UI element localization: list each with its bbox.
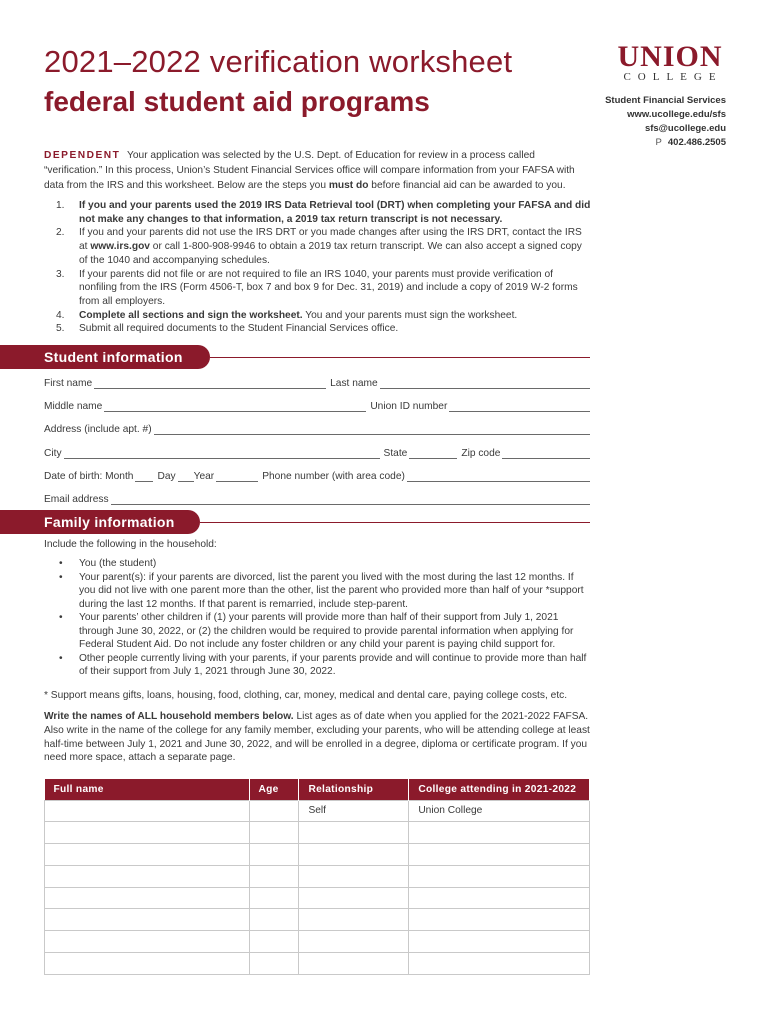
list-item: 2. If you and your parents did not use the IRS DRT or you made changes after using the IRS DRT, contact the IRS at www.irs.gov or call 1-800-908-9946 to obtain a 2019 tax return transcript. We can also accept a signed copy of the 1040 and accompanying schedules. (56, 227, 582, 266)
intro-text-1: Your application was selected by the U.S. Dept. of Education for review in a process called “verification.” In this process, Union’s Student Financial Services office will compare information from your FAFSA with data from the IRS and this worksheet. Below are the steps you (44, 150, 575, 191)
dob-day-label: Day (157, 471, 176, 482)
middle-name-label: Middle name (44, 401, 103, 412)
zip-label: Zip code (461, 448, 501, 459)
table-cell[interactable] (299, 931, 409, 953)
table-row (45, 953, 590, 975)
support-note: * Support means gifts, loans, housing, food, clothing, car, money, medical and dental care, paying college costs, etc. (44, 690, 568, 701)
table-cell[interactable] (45, 822, 250, 844)
list-item: 4. Complete all sections and sign the worksheet. You and your parents must sign the worksheet. (56, 309, 518, 321)
dob-row (44, 466, 590, 482)
first-name-label: First name (44, 378, 93, 389)
union-id-field[interactable] (449, 401, 590, 412)
title-line-1: 2021–2022 verification worksheet (44, 44, 513, 79)
first-name-field[interactable] (94, 378, 326, 389)
table-cell[interactable] (299, 865, 409, 887)
dob-month-field[interactable] (135, 471, 153, 482)
dob-day-field[interactable] (178, 471, 194, 482)
zip-field[interactable] (502, 448, 590, 459)
phone-label: P (655, 137, 662, 148)
table-cell[interactable] (409, 953, 590, 975)
table-cell[interactable] (249, 865, 299, 887)
table-row (45, 800, 590, 822)
table-cell[interactable] (249, 887, 299, 909)
table-cell[interactable] (249, 822, 299, 844)
col-age: Age (249, 779, 299, 800)
table-cell[interactable] (299, 909, 409, 931)
table-cell[interactable] (409, 844, 590, 866)
table-cell[interactable] (409, 909, 590, 931)
list-item: • Your parent(s): if your parents are divorced, list the parent you lived with the most during the last 12 months. If you did not live with one parent more than the other, list the parent who provided more than half of your *support during the last 12 months. If that parent is remarried, include step-parent. (59, 571, 584, 610)
table-cell[interactable] (249, 800, 299, 822)
family-info-banner: Family information (0, 510, 200, 534)
table-cell[interactable]: Union College (409, 800, 590, 822)
table-cell[interactable] (409, 931, 590, 953)
col-relationship: Relationship (299, 779, 409, 800)
write-bold: Write the names of ALL household members below. (44, 711, 294, 722)
table-cell[interactable] (45, 800, 250, 822)
union-id-label: Union ID number (370, 401, 448, 412)
contact-web: www.ucollege.edu/sfs (627, 109, 726, 120)
write-instructions (44, 710, 592, 765)
list-item: 5. Submit all required documents to the Student Financial Services office. (56, 323, 399, 335)
address-field[interactable] (154, 424, 590, 435)
table-cell[interactable] (409, 865, 590, 887)
title-line-2: federal student aid programs (44, 86, 430, 117)
table-cell[interactable] (299, 844, 409, 866)
dob-month-label: Date of birth: Month (44, 471, 134, 482)
household-bullets (44, 557, 592, 679)
table-row (45, 822, 590, 844)
table-row (45, 931, 590, 953)
write-text: List ages as of date when you applied for the 2021-2022 FAFSA. Also write in the name of the college for any family member, excluding your parents, who will be attending college at least half-time between July 1, 2021 and June 30, 2022, and will be enrolled in a degree, diploma or certificate program. If you need more space, attach a separate page. (44, 711, 590, 764)
contact-phone: 402.486.2505 (667, 137, 726, 148)
state-label: State (383, 448, 408, 459)
city-field[interactable] (64, 448, 380, 459)
table-cell[interactable] (45, 887, 250, 909)
table-cell[interactable] (45, 909, 250, 931)
email-field[interactable] (111, 494, 590, 505)
table-cell[interactable] (409, 822, 590, 844)
middle-row (44, 396, 590, 412)
table-cell[interactable] (249, 953, 299, 975)
intro-bold: must do (328, 180, 369, 191)
table-row (45, 865, 590, 887)
phone-number-field[interactable] (407, 471, 590, 482)
list-item: 3. If your parents did not file or are not required to file an IRS 1040, your parents must provide verification of nonfiling from the IRS (Form 4506-T, box 7 and box 9 for Dec. 31, 2019) and include a copy of 2019 W-2 forms from all employers. (56, 268, 578, 307)
table-cell[interactable]: Self (299, 800, 409, 822)
household-intro: Include the following in the household: (44, 539, 217, 550)
city-row (44, 443, 590, 459)
logo-union-text: UNION (617, 40, 723, 73)
table-cell[interactable] (45, 953, 250, 975)
name-row (44, 373, 590, 389)
table-cell[interactable] (45, 865, 250, 887)
list-item: • You (the student) (59, 558, 157, 569)
last-name-label: Last name (330, 378, 378, 389)
address-row (44, 419, 590, 435)
phone-number-label: Phone number (with area code) (262, 471, 405, 482)
contact-email: sfs@ucollege.edu (644, 123, 726, 134)
intro-paragraph (44, 148, 592, 193)
household-table (44, 779, 590, 975)
contact-office: Student Financial Services (605, 95, 726, 106)
table-cell[interactable] (299, 822, 409, 844)
table-cell[interactable] (299, 953, 409, 975)
family-banner-line (200, 522, 590, 523)
logo-college-text: COLLEGE (623, 71, 723, 83)
col-full-name: Full name (45, 779, 250, 800)
union-college-logo (610, 42, 730, 86)
email-row (44, 489, 590, 505)
table-row (45, 844, 590, 866)
intro-text-2: before financial aid can be awarded to you. (368, 180, 566, 191)
table-row (45, 909, 590, 931)
table-row (45, 887, 590, 909)
student-info-banner: Student information (0, 345, 210, 369)
list-item: 1. If you and your parents used the 2019 IRS Data Retrieval tool (DRT) when completing your FAFSA and did not make any changes to that information, a 2019 tax return transcript is not necessary. (56, 200, 591, 225)
middle-name-field[interactable] (104, 401, 366, 412)
state-field[interactable] (409, 448, 457, 459)
dob-year-field[interactable] (216, 471, 258, 482)
col-college: College attending in 2021-2022 (409, 779, 590, 800)
table-cell[interactable] (249, 844, 299, 866)
table-cell[interactable] (249, 931, 299, 953)
last-name-field[interactable] (380, 378, 590, 389)
dob-year-label: Year (193, 471, 215, 482)
city-label: City (44, 448, 62, 459)
dependent-label: DEPENDENT (44, 150, 121, 161)
list-item: • Other people currently living with your parents, if your parents provide and will continue to provide more than half of their support from July 1, 2021 through June 30, 2022. (59, 652, 587, 677)
table-header-row (45, 779, 590, 800)
student-banner-line (210, 357, 590, 358)
table-cell[interactable] (249, 909, 299, 931)
table-cell[interactable] (45, 844, 250, 866)
steps-list (44, 199, 592, 336)
address-label: Address (include apt. #) (44, 424, 152, 435)
table-cell[interactable] (45, 931, 250, 953)
table-cell[interactable] (299, 887, 409, 909)
contact-block (605, 94, 726, 150)
list-item: • Your parents’ other children if (1) your parents will provide more than half of their support from July 1, 2021 through June 30, 2022, or (2) the children would be required to provide parental information when applying for Federal Student Aid. Do not include any foster children or any child your parent is paying child support for. (59, 612, 574, 650)
table-cell[interactable] (409, 887, 590, 909)
email-label: Email address (44, 494, 109, 505)
